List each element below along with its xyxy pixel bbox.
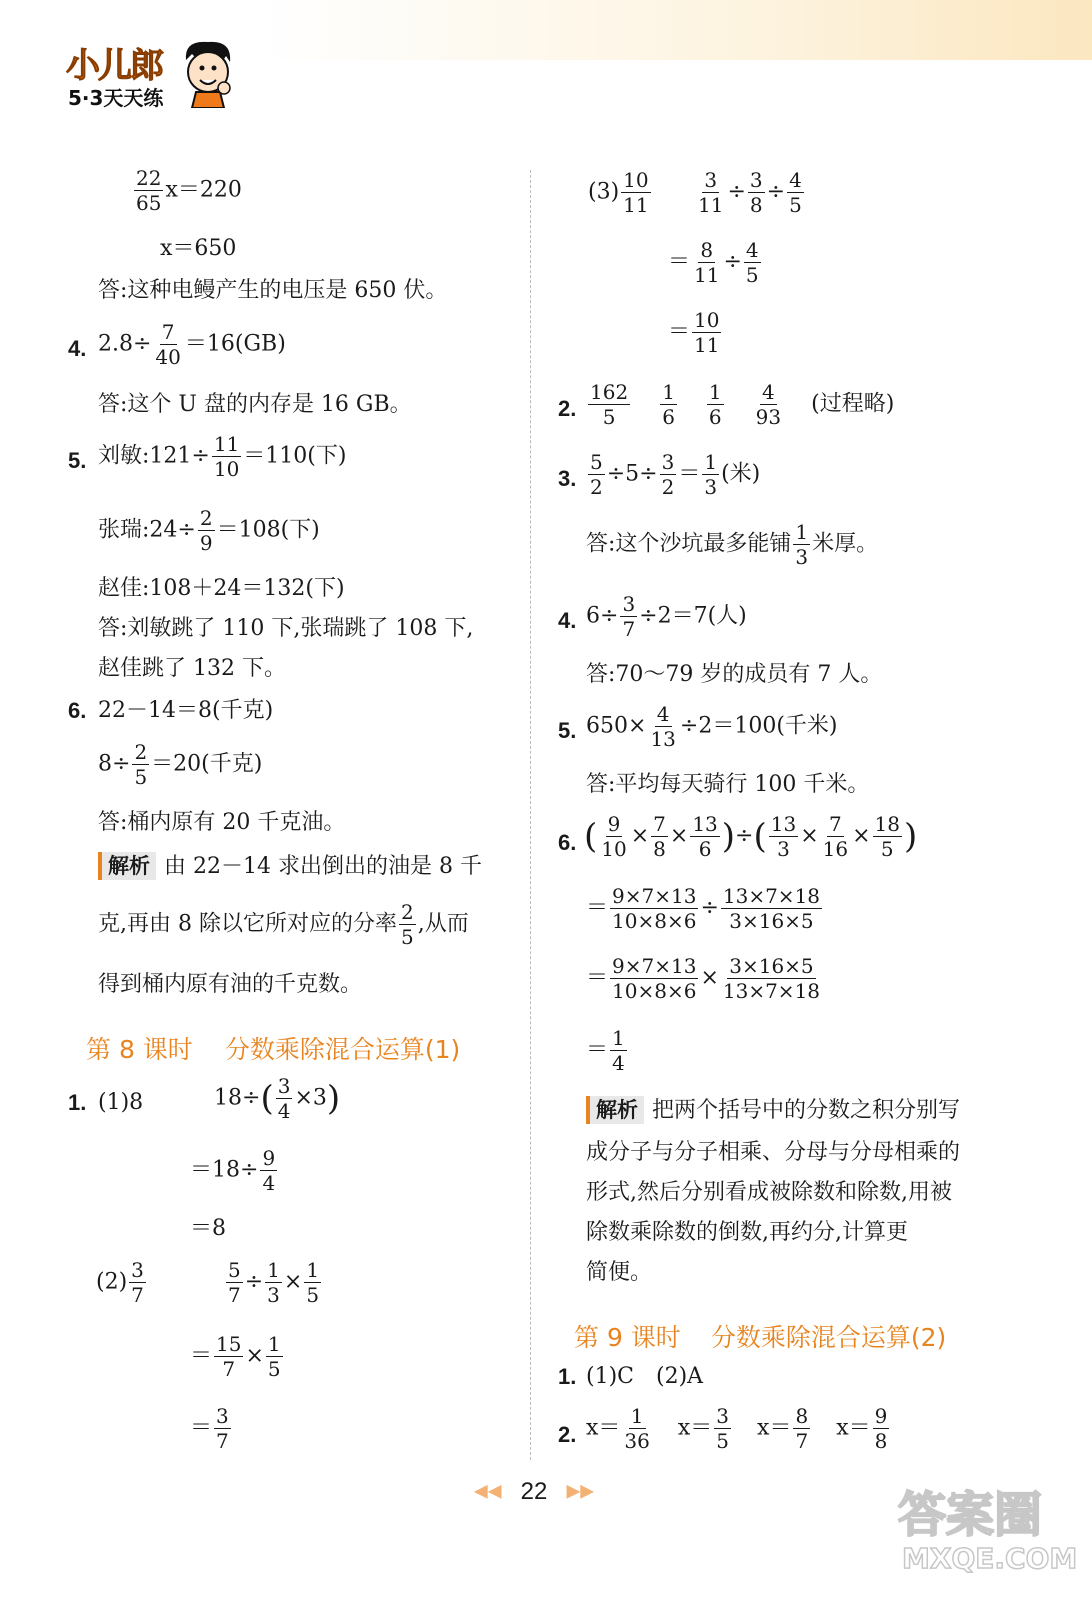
question-number: 6. xyxy=(68,698,87,723)
denominator: 8 xyxy=(653,837,666,861)
explanation-text: 由 22－14 求出倒出的油是 8 千 xyxy=(164,854,482,879)
page-footer xyxy=(464,1478,604,1506)
numerator: 3×16×5 xyxy=(729,954,814,978)
explanation-text: ,从而 xyxy=(417,911,469,937)
operator: ＝ xyxy=(190,1343,213,1369)
numerator: 9×7×13 xyxy=(612,884,697,908)
equation-text: 刘敏:121÷ xyxy=(98,443,210,469)
numerator: 11 xyxy=(213,432,240,456)
equation-text: x＝220 xyxy=(165,177,242,203)
numerator: 10 xyxy=(694,308,720,332)
equation-text: ×3 xyxy=(294,1085,327,1111)
paren-left: ( xyxy=(584,816,598,857)
denominator: 11 xyxy=(698,193,724,217)
denominator: 3 xyxy=(704,475,718,499)
explanation-line: 除数乘除数的倒数,再约分,计算更 xyxy=(586,1220,908,1245)
part-text: (2) xyxy=(96,1269,128,1295)
denominator: 6 xyxy=(662,405,675,429)
numerator: 1 xyxy=(704,450,718,474)
question-number: 1. xyxy=(68,1090,87,1115)
next-page-icon[interactable]: ▶▶ xyxy=(566,1480,595,1502)
numerator: 1 xyxy=(306,1258,320,1282)
denominator: 13×7×18 xyxy=(722,979,821,1003)
denominator: 5 xyxy=(745,263,759,287)
denominator: 4 xyxy=(262,1171,276,1195)
answer-text: 答:桶内原有 20 千克油。 xyxy=(98,810,346,835)
equation-line xyxy=(98,740,262,789)
numerator: 1 xyxy=(612,1026,625,1050)
equation-line xyxy=(190,1404,233,1453)
section-heading xyxy=(574,1318,946,1354)
paren-left: ( xyxy=(260,1078,274,1119)
question-number: 5. xyxy=(68,448,87,473)
denominator: 7 xyxy=(216,1429,229,1453)
numerator: 4 xyxy=(789,168,802,192)
analysis-tag: 解析 xyxy=(586,1096,644,1124)
denominator: 65 xyxy=(136,191,162,215)
part-label xyxy=(588,168,653,217)
operator: ＝ xyxy=(668,319,691,345)
numerator: 8 xyxy=(795,1404,809,1428)
equation-line xyxy=(586,1026,629,1075)
paren-right: ) xyxy=(326,1078,341,1119)
answer-text: 答:70～79 岁的成员有 7 人。 xyxy=(586,662,883,687)
numerator: 13×7×18 xyxy=(722,884,821,908)
denominator: 11 xyxy=(694,333,720,357)
answer-text: 答:这个 U 盘的内存是 16 GB。 xyxy=(98,392,412,417)
denominator: 5 xyxy=(134,765,148,789)
equation-text: x＝ xyxy=(757,1415,792,1441)
answer-text: (1)C (2)A xyxy=(586,1364,704,1389)
numerator: 7 xyxy=(829,812,842,836)
answer-fractions xyxy=(586,380,894,429)
equation-text: 650× xyxy=(586,713,647,739)
numerator: 3 xyxy=(131,1258,144,1282)
numerator: 1 xyxy=(708,380,722,404)
denominator: 10 xyxy=(601,837,627,861)
operator: ÷ xyxy=(723,249,742,275)
paren-right: ) xyxy=(903,816,918,857)
answer-text: 答:平均每天骑行 100 千米。 xyxy=(586,772,870,797)
numerator: 8 xyxy=(700,238,714,262)
answer-text-part: 米厚。 xyxy=(812,531,879,557)
denominator: 5 xyxy=(789,193,802,217)
equation-line xyxy=(190,1332,285,1381)
equation-line xyxy=(132,166,242,215)
numerator: 22 xyxy=(136,166,162,190)
numerator: 1 xyxy=(795,520,809,544)
equation-text: ＝18÷ xyxy=(190,1157,259,1183)
denominator: 4 xyxy=(277,1099,291,1123)
answer-text-part: 答:这个沙坑最多能铺 xyxy=(586,531,792,557)
numerator: 2 xyxy=(134,740,148,764)
equation-line xyxy=(668,308,723,357)
numerator: 9×7×13 xyxy=(612,954,697,978)
equation-text: ＝16(GB) xyxy=(184,331,286,357)
denominator: 4 xyxy=(612,1051,625,1075)
watermark-text: 答案圈 xyxy=(898,1487,1043,1543)
denominator: 13 xyxy=(650,727,676,751)
denominator: 8 xyxy=(749,193,763,217)
operator: × xyxy=(852,823,871,849)
operator: × xyxy=(700,965,719,991)
equation-line: 22－14＝8(千克) xyxy=(98,698,274,723)
explanation-text: 克,再由 8 除以它所对应的分率 xyxy=(98,911,397,937)
denominator: 7 xyxy=(228,1283,241,1307)
numerator: 9 xyxy=(874,1404,888,1428)
equation-text: ＝108(下) xyxy=(216,517,320,543)
question-number: 6. xyxy=(558,830,577,855)
numerator: 3 xyxy=(277,1074,291,1098)
operator: ÷ xyxy=(727,179,746,205)
equation-line xyxy=(668,238,763,287)
numerator: 162 xyxy=(590,380,629,404)
numerator: 3 xyxy=(216,1404,229,1428)
section-title: 分数乘除混合运算(1) xyxy=(224,1035,461,1064)
analysis-tag: 解析 xyxy=(98,852,156,880)
explanation-line xyxy=(98,900,469,949)
explanation-line: 简便。 xyxy=(586,1260,653,1285)
part-text: (3) xyxy=(588,179,620,205)
equation-text: 张瑞:24÷ xyxy=(98,517,196,543)
question-number: 3. xyxy=(558,466,577,491)
numerator: 18 xyxy=(874,812,900,836)
numerator: 4 xyxy=(762,380,775,404)
section-title: 分数乘除混合运算(2) xyxy=(710,1323,947,1352)
equation-text: x＝ xyxy=(586,1415,621,1441)
denominator: 2 xyxy=(590,475,603,499)
part-label: (1)8 xyxy=(98,1090,144,1115)
numerator: 2 xyxy=(400,900,414,924)
equation-text: 8÷ xyxy=(98,751,131,777)
equation-text: ＝110(下) xyxy=(243,443,347,469)
equation-line xyxy=(586,592,747,641)
numerator: 1 xyxy=(267,1258,280,1282)
operator: × xyxy=(245,1343,264,1369)
denominator: 7 xyxy=(622,617,636,641)
denominator: 40 xyxy=(155,345,181,369)
operator: ÷ xyxy=(766,179,786,205)
numerator: 10 xyxy=(623,168,649,192)
equation-text: ＝20(千克) xyxy=(151,751,263,777)
equation-line: x＝650 xyxy=(160,236,237,261)
numerator: 4 xyxy=(745,238,759,262)
logo-subtitle: 5·3天天练 xyxy=(68,86,164,110)
equation-line xyxy=(224,1258,323,1307)
denominator: 16 xyxy=(822,837,849,861)
operator: ＝ xyxy=(586,965,609,991)
numerator: 3 xyxy=(622,592,636,616)
operator: ＝ xyxy=(586,1037,609,1063)
numerator: 7 xyxy=(653,812,666,836)
section-heading xyxy=(86,1030,460,1066)
denominator: 11 xyxy=(694,263,720,287)
denominator: 3 xyxy=(795,545,809,569)
note-text: (过程略) xyxy=(811,391,895,417)
numerator: 13 xyxy=(770,812,797,836)
denominator: 5 xyxy=(880,837,894,861)
equation-line: 赵佳:108＋24＝132(下) xyxy=(98,576,345,601)
numerator: 2 xyxy=(199,506,213,530)
equation-text: ÷5÷ xyxy=(606,461,658,487)
numerator: 3 xyxy=(749,168,763,192)
operator: ÷ xyxy=(735,823,754,849)
denominator: 6 xyxy=(698,837,712,861)
operator: ＝ xyxy=(678,461,701,487)
numerator: 1 xyxy=(267,1332,281,1356)
equation-line xyxy=(586,450,760,499)
explanation-text: 把两个括号中的分数之积分别写 xyxy=(652,1098,961,1123)
answer-text xyxy=(586,520,878,569)
page-number: 22 xyxy=(520,1478,548,1505)
denominator: 6 xyxy=(708,405,722,429)
denominator: 2 xyxy=(661,475,675,499)
explanation-line xyxy=(586,1096,960,1124)
mascot-icon xyxy=(178,38,238,108)
denominator: 5 xyxy=(400,925,414,949)
operator: × xyxy=(800,823,819,849)
numerator: 4 xyxy=(656,702,670,726)
question-number: 2. xyxy=(558,1422,577,1447)
equation-line xyxy=(694,168,806,217)
denominator: 3 xyxy=(267,1283,280,1307)
operator: ＝ xyxy=(190,1415,213,1441)
numerator: 5 xyxy=(590,450,603,474)
equation-text: 6÷ xyxy=(586,603,619,629)
equation-text: ÷2＝100(千米) xyxy=(679,713,838,739)
denominator: 5 xyxy=(267,1357,281,1381)
explanation-line: 得到桶内原有油的千克数。 xyxy=(98,972,363,997)
logo-text: 小儿郎 xyxy=(66,46,162,86)
equation-line xyxy=(584,812,917,861)
column-divider xyxy=(530,170,531,1460)
denominator: 7 xyxy=(222,1357,236,1381)
numerator: 15 xyxy=(216,1332,242,1356)
operator: × xyxy=(283,1269,303,1295)
numerator: 7 xyxy=(161,320,175,344)
header-band xyxy=(260,0,1092,60)
equation-line: ＝8 xyxy=(190,1216,226,1241)
lesson-label: 第 9 课时 xyxy=(574,1323,681,1352)
denominator: 5 xyxy=(716,1429,730,1453)
equation-line xyxy=(586,884,824,933)
numerator: 13 xyxy=(692,812,718,836)
paren-left: ( xyxy=(753,816,767,857)
equation-text: x＝ xyxy=(677,1415,713,1441)
explanation-line: 形式,然后分别看成被除数和除数,用被 xyxy=(586,1180,952,1205)
equation-line xyxy=(214,1074,340,1123)
denominator: 9 xyxy=(199,531,213,555)
equation-line xyxy=(98,320,286,369)
equation-line xyxy=(98,432,346,481)
question-number: 5. xyxy=(558,718,577,743)
equation-text: 18÷ xyxy=(214,1085,261,1111)
brand-logo xyxy=(66,38,236,108)
question-number: 4. xyxy=(558,608,577,633)
equation-line xyxy=(586,954,824,1003)
paren-right: ) xyxy=(721,816,736,857)
answer-text: 赵佳跳了 132 下。 xyxy=(98,656,286,681)
lesson-label: 第 8 课时 xyxy=(86,1035,193,1064)
equation-text: 2.8÷ xyxy=(98,331,152,357)
denominator: 10 xyxy=(213,457,240,481)
operator: ＝ xyxy=(586,895,609,921)
watermark-site: MXQE.COM xyxy=(902,1542,1078,1575)
equation-text: x＝ xyxy=(836,1415,871,1441)
part-label xyxy=(96,1258,148,1307)
denominator: 3×16×5 xyxy=(729,909,814,933)
denominator: 3 xyxy=(777,837,790,861)
denominator: 10×8×6 xyxy=(612,979,697,1003)
denominator: 5 xyxy=(306,1283,320,1307)
denominator: 5 xyxy=(602,405,616,429)
equation-line xyxy=(98,506,320,555)
numerator: 9 xyxy=(607,812,621,836)
operator: ÷ xyxy=(700,895,719,921)
denominator: 7 xyxy=(795,1429,809,1453)
denominator: 11 xyxy=(623,193,649,217)
question-number: 1. xyxy=(558,1364,577,1389)
denominator: 7 xyxy=(131,1283,144,1307)
numerator: 5 xyxy=(228,1258,241,1282)
answer-text: 答:刘敏跳了 110 下,张瑞跳了 108 下, xyxy=(98,616,474,641)
equation-line xyxy=(586,702,837,751)
numerator: 9 xyxy=(262,1146,276,1170)
equation-text: ÷2＝7(人) xyxy=(639,603,747,629)
answer-fractions xyxy=(586,1404,891,1453)
unit-text: (米) xyxy=(721,461,761,487)
numerator: 3 xyxy=(704,168,718,192)
denominator: 36 xyxy=(624,1429,650,1453)
numerator: 1 xyxy=(662,380,675,404)
operator: ＝ xyxy=(668,249,691,275)
operator: ÷ xyxy=(244,1269,264,1295)
operator: × xyxy=(630,823,650,849)
operator: × xyxy=(669,823,689,849)
answer-text: 答:这种电鳗产生的电压是 650 伏。 xyxy=(98,278,448,303)
numerator: 3 xyxy=(661,450,675,474)
question-number: 4. xyxy=(68,336,87,361)
numerator: 3 xyxy=(716,1404,730,1428)
denominator: 93 xyxy=(755,405,782,429)
explanation-line: 成分子与分子相乘、分母与分母相乘的 xyxy=(586,1140,961,1165)
question-number: 2. xyxy=(558,396,577,421)
denominator: 8 xyxy=(874,1429,888,1453)
watermark xyxy=(898,1476,1078,1586)
denominator: 10×8×6 xyxy=(612,909,697,933)
numerator: 1 xyxy=(630,1404,644,1428)
explanation-line xyxy=(98,852,482,880)
prev-page-icon[interactable]: ◀◀ xyxy=(473,1480,502,1502)
equation-line xyxy=(190,1146,279,1195)
